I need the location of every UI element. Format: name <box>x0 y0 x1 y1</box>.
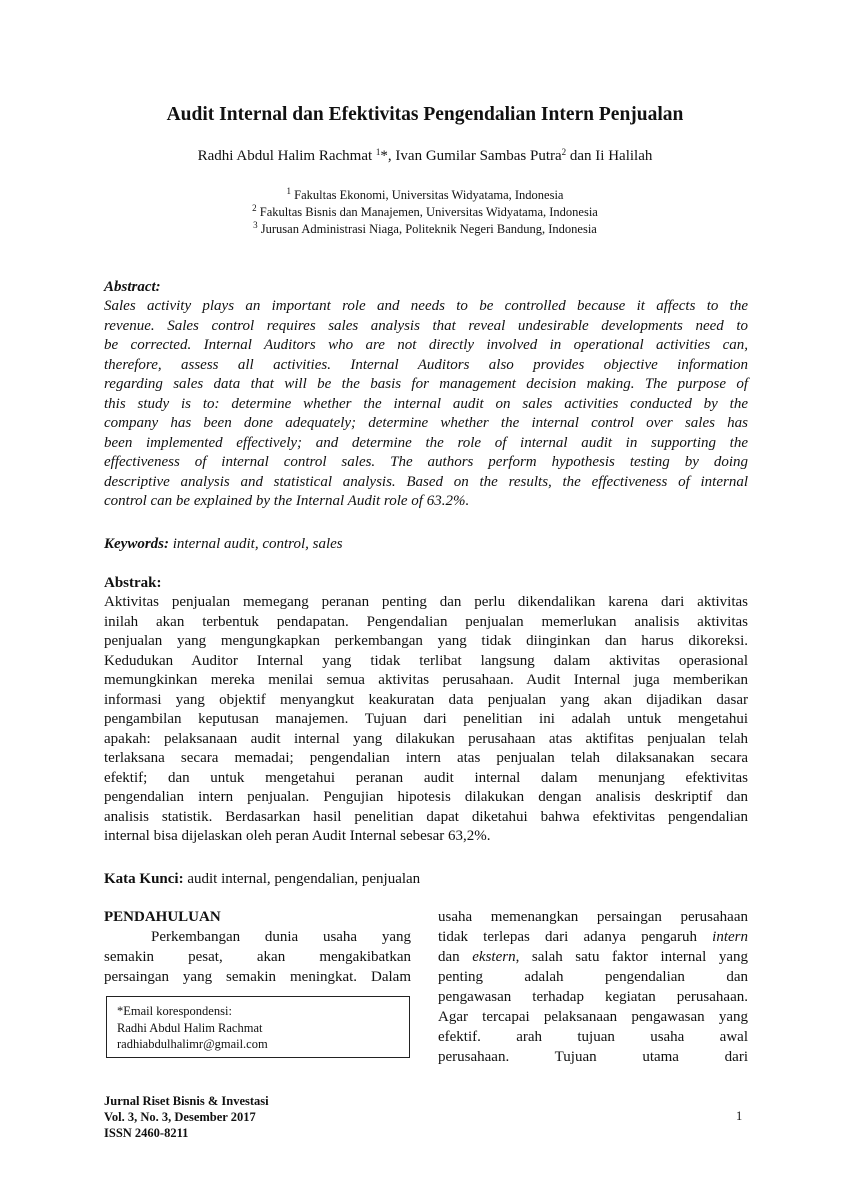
affiliation-3-sup: 3 <box>253 220 258 230</box>
affiliation-2-text: Fakultas Bisnis dan Manajemen, Universitas Widyatama, Indonesia <box>256 205 598 219</box>
abstract-id-line: Kedudukan Auditor Internal yang tidak terlibat langsung dalam aktivitas operasional <box>104 652 748 669</box>
email-box-address: radhiabdulhalimr@gmail.com <box>117 1037 268 1051</box>
intro-right-line-2 <box>438 927 748 947</box>
abstract-en-line: control can be explained by the Internal Audit role of 63.2%. <box>104 493 470 509</box>
abstract-en-line: company has been done adequately; determine whether the internal control over sales has <box>104 415 748 431</box>
email-box-author: Radhi Abdul Halim Rachmat <box>117 1020 263 1035</box>
author-list <box>0 148 850 165</box>
abstract-id-line: pengendalian intern penjualan. Pengujian hipotesis dilakukan dengan analisis deskriptif dan <box>104 789 748 805</box>
kata-kunci <box>104 870 748 890</box>
abstract-id-line: analisis statistik. Berdasarkan hasil penelitian dapat diketahui bahwa efektivitas pengendalian <box>104 808 748 825</box>
abstract-en-line: this study is to: determine whether the internal audit on sales activities conducted by the <box>104 395 748 412</box>
author-2: *, Ivan Gumilar Sambas Putra <box>380 148 562 164</box>
affiliation-3 <box>0 222 850 237</box>
correspondence-email-box <box>106 996 410 1058</box>
intro-left-line-2: semakin pesat, akan mengakibatkan <box>104 949 411 965</box>
abstract-id-line: informasi yang objektif menyangkut keakuratan data penjualan yang akan dijadikan dasar <box>104 691 748 708</box>
abstract-en-body <box>104 297 748 512</box>
abstract-en-line: descriptive analysis and statistical analysis. Based on the results, the effectiveness of internal <box>104 473 748 490</box>
intro-right-line-1: usaha memenangkan persaingan perusahaan <box>438 909 748 925</box>
email-box-label: *Email korespondensi: <box>117 1004 232 1018</box>
keywords-label: Keywords: <box>104 536 169 552</box>
keywords <box>104 535 748 555</box>
intro-right-line-6: Agar tercapai pelaksanaan pengawasan yang <box>438 1009 748 1025</box>
abstract-id-line: internal bisa dijelaskan oleh peran Audit Internal sebesar 63,2%. <box>104 828 491 844</box>
affiliation-3-text: Jurusan Administrasi Niaga, Politeknik Negeri Bandung, Indonesia <box>257 222 597 236</box>
intro-right-line-4: penting adalah pengendalian dan <box>438 969 748 985</box>
intro-right-line-3-c: , salah satu faktor internal yang <box>515 949 748 965</box>
author-3: dan Ii Halilah <box>566 148 653 164</box>
abstract-en-line: been implemented effectively; and determine the role of internal audit in supporting the <box>104 434 748 451</box>
intro-left-column <box>104 907 411 987</box>
paper-title: Audit Internal dan Efektivitas Pengendalian Intern Penjualan <box>166 104 684 125</box>
abstract-id-line: penjualan yang mengungkapkan perkembangan yang tidak diinginkan dan harus dikoreksi. <box>104 633 748 649</box>
kata-kunci-text: audit internal, pengendalian, penjualan <box>183 871 421 887</box>
keywords-text: internal audit, control, sales <box>169 536 343 552</box>
author-1: Radhi Abdul Halim Rachmat <box>197 148 376 164</box>
affiliation-2 <box>0 205 850 220</box>
abstract-en-line: effectiveness of internal control sales. The authors perform hypothesis testing by doing <box>104 454 748 470</box>
abstract-id-line: memungkinkan mereka menilai semua aktivitas perusahaan. Audit Internal juga memberikan <box>104 672 748 688</box>
author-2-sup: 2 <box>561 147 567 157</box>
abstract-id-line: inilah akan terbentuk pendapatan. Pengendalian penjualan memerlukan analisis aktivitas <box>104 613 748 630</box>
abstract-id-line: terlaksana secara memadai; pengendalian intern atas penjualan telah dilaksanakan secara <box>104 750 748 766</box>
abstract-en <box>104 278 748 512</box>
page-number: 1 <box>736 1109 743 1123</box>
affiliation-1-text: Fakultas Ekonomi, Universitas Widyatama, Indonesia <box>291 188 564 202</box>
affiliation-1-sup: 1 <box>286 186 291 196</box>
intro-left-line-3: persaingan yang semakin meningkat. Dalam <box>104 969 411 985</box>
intro-right-column <box>438 907 748 1067</box>
footer-issn: ISSN 2460-8211 <box>104 1126 189 1140</box>
abstract-en-line: Sales activity plays an important role and needs to be controlled because it affects to the <box>104 298 748 314</box>
intro-right-line-2-b: intern <box>712 929 748 945</box>
intro-right-line-3-b: ekstern <box>472 949 516 965</box>
abstract-id <box>104 574 748 847</box>
intro-left-line-1: Perkembangan dunia usaha yang <box>151 929 411 945</box>
intro-right-line-5: pengawasan terhadap kegiatan perusahaan. <box>438 989 748 1005</box>
abstract-id-line: pengambilan keputusan manajemen. Tujuan dari penelitian ini adalah untuk mengetahui <box>104 711 748 727</box>
abstract-id-line: apakah: pelaksanaan audit internal yang dilakukan perusahaan atas aktifitas penjualan telah <box>104 730 748 747</box>
abstract-id-heading: Abstrak: <box>104 575 162 591</box>
intro-right-line-8: perusahaan. Tujuan utama dari <box>438 1049 748 1065</box>
intro-right-line-7: efektif. arah tujuan usaha awal <box>438 1029 748 1045</box>
kata-kunci-label: Kata Kunci: <box>104 871 184 887</box>
footer-journal-name: Jurnal Riset Bisnis & Investasi <box>104 1094 269 1108</box>
affiliation-1 <box>0 188 850 203</box>
abstract-en-line: be corrected. Internal Auditors who are not directly involved in operational activities can, <box>104 337 748 353</box>
intro-right-line-2-a: tidak terlepas dari adanya pengaruh <box>438 929 713 945</box>
abstract-en-line: revenue. Sales control requires sales analysis that reveal undesirable developments need to <box>104 317 748 334</box>
abstract-en-heading: Abstract: <box>104 279 161 295</box>
journal-footer <box>104 1093 269 1141</box>
abstract-en-line: therefore, assess all activities. Internal Auditors also provides objective information <box>104 356 748 373</box>
intro-right-line-3 <box>438 947 748 967</box>
abstract-id-line: efektif; dan untuk mengetahui peranan audit internal dalam menunjang efektivitas <box>104 769 748 786</box>
section-heading-pendahuluan: PENDAHULUAN <box>104 909 221 925</box>
abstract-id-body <box>104 593 748 847</box>
affiliation-2-sup: 2 <box>252 203 257 213</box>
intro-right-line-3-a: dan <box>438 949 473 965</box>
author-1-sup: 1 <box>375 147 381 157</box>
footer-volume: Vol. 3, No. 3, Desember 2017 <box>104 1110 256 1124</box>
abstract-id-line: Aktivitas penjualan memegang peranan penting dan perlu dikendalikan karena dari aktivitas <box>104 594 748 610</box>
abstract-en-line: regarding sales data that will be the basis for management decision making. The purpose of <box>104 376 748 392</box>
